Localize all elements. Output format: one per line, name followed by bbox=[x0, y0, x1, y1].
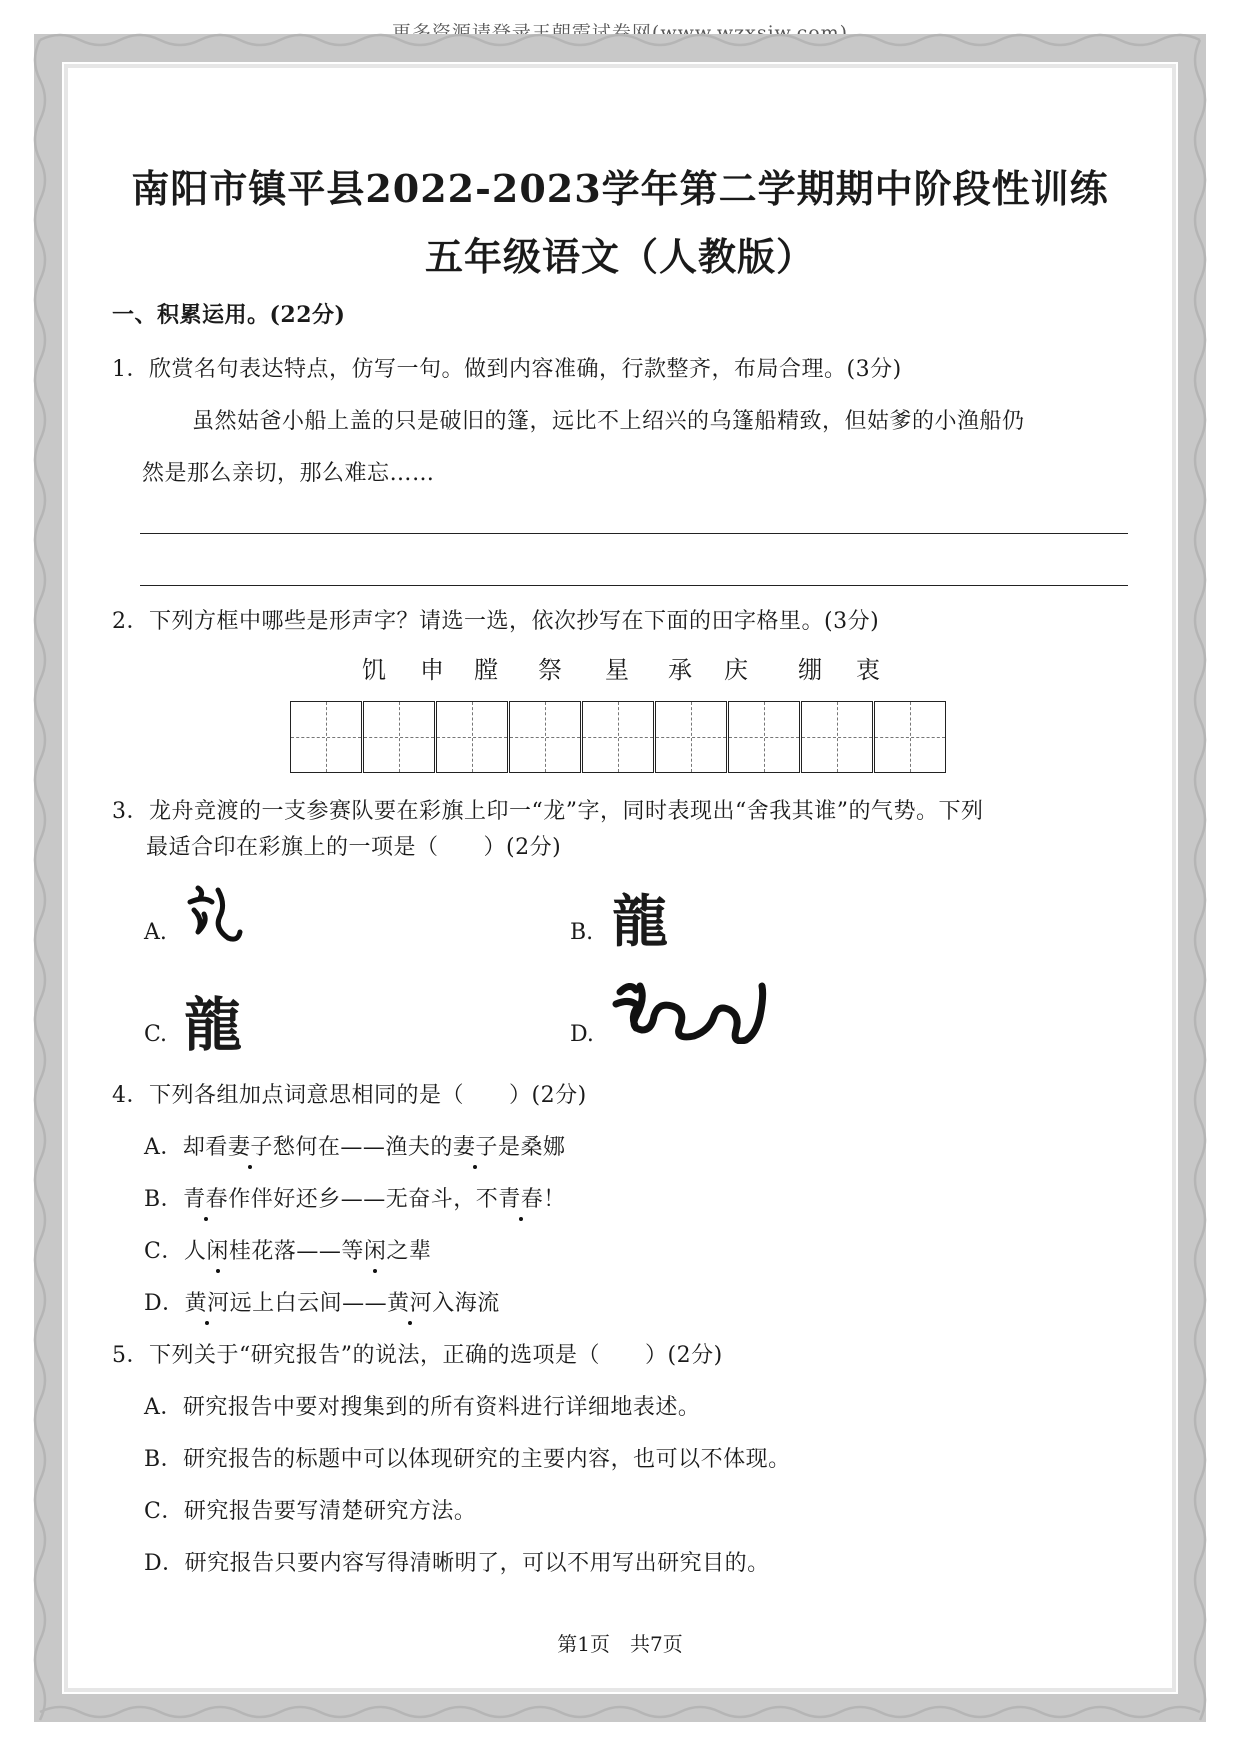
option-a[interactable] bbox=[144, 1130, 565, 1161]
option-text: ！ bbox=[543, 1187, 566, 1212]
dotted-word: 闲 bbox=[364, 1234, 387, 1265]
tian-cell[interactable] bbox=[363, 701, 435, 773]
calligraphy-c-glyph: 龍 bbox=[184, 991, 243, 1059]
option-d[interactable]: D．研究报告只要内容写得清晰明了，可以不用写出研究目的。 bbox=[144, 1551, 770, 1576]
character-list bbox=[0, 650, 1240, 684]
dotted-word: 黄河 bbox=[387, 1286, 432, 1317]
option-text: C．人 bbox=[144, 1239, 207, 1264]
question-2-stem: 2．下列方框中哪些是形声字？请选一选，依次抄写在下面的田字格里。(3分) bbox=[112, 609, 880, 634]
tian-cell[interactable] bbox=[655, 701, 727, 773]
dotted-word: 青春 bbox=[183, 1182, 228, 1213]
char-item: 庆 bbox=[724, 656, 748, 684]
option-text: 作伴好还乡——无奋斗，不 bbox=[228, 1187, 499, 1212]
question-1-text-line1: 虽然姑爸小船上盖的只是破旧的篷，远比不上绍兴的乌篷船精致，但姑爹的小渔船仍 bbox=[192, 409, 1025, 434]
option-b-letter[interactable]: B. bbox=[570, 920, 594, 945]
char-item: 膛 bbox=[474, 656, 498, 684]
tian-cell[interactable] bbox=[509, 701, 581, 773]
char-item: 申 bbox=[420, 656, 444, 684]
tian-grid bbox=[290, 701, 947, 775]
question-3-stem-line1: 3．龙舟竞渡的一支参赛队要在彩旗上印一“龙”字，同时表现出“舍我其谁”的气势。下列 bbox=[112, 799, 984, 824]
char-item: 祭 bbox=[538, 656, 562, 684]
page-number: 第1页 bbox=[557, 1632, 610, 1656]
question-1-text-line2: 然是那么亲切，那么难忘…… bbox=[142, 461, 435, 486]
calligraphy-d-glyph bbox=[612, 972, 772, 1044]
option-c[interactable]: C．研究报告要写清楚研究方法。 bbox=[144, 1499, 477, 1524]
option-d-letter[interactable]: D. bbox=[570, 1022, 594, 1047]
question-5-stem: 5．下列关于“研究报告”的说法，正确的选项是（ ）(2分) bbox=[112, 1343, 723, 1368]
section-heading: 一、积累运用。(22分) bbox=[112, 302, 346, 328]
option-text: 远上白云间—— bbox=[229, 1291, 388, 1316]
option-text: A．却看 bbox=[144, 1135, 228, 1160]
question-3-stem-line2: 最适合印在彩旗上的一项是（ ）(2分) bbox=[146, 835, 562, 860]
option-c[interactable] bbox=[144, 1234, 431, 1265]
calligraphy-a-glyph bbox=[184, 880, 244, 950]
option-a[interactable]: A．研究报告中要对搜集到的所有资料进行详细地表述。 bbox=[144, 1395, 701, 1420]
dotted-word: 闲 bbox=[206, 1234, 229, 1265]
dotted-word: 妻子 bbox=[453, 1130, 498, 1161]
exam-title: 南阳市镇平县2022-2023学年第二学期期中阶段性训练 bbox=[131, 166, 1109, 211]
option-text: 愁何在——渔夫的 bbox=[272, 1135, 453, 1160]
question-4-stem: 4．下列各组加点词意思相同的是（ ）(2分) bbox=[112, 1083, 587, 1108]
char-item: 衷 bbox=[856, 656, 880, 684]
dotted-word: 青春 bbox=[498, 1182, 543, 1213]
char-item: 饥 bbox=[362, 656, 386, 684]
option-b[interactable]: B．研究报告的标题中可以体现研究的主要内容，也可以不体现。 bbox=[144, 1447, 791, 1472]
question-1-stem: 1．欣赏名句表达特点，仿写一句。做到内容准确，行款整齐，布局合理。(3分) bbox=[112, 357, 902, 382]
option-d[interactable] bbox=[144, 1286, 500, 1317]
tian-cell[interactable] bbox=[801, 701, 873, 773]
exam-subtitle: 五年级语文（人教版） bbox=[424, 234, 815, 279]
dotted-word: 黄河 bbox=[185, 1286, 230, 1317]
page-total: 共7页 bbox=[630, 1632, 683, 1656]
option-text: 之辈 bbox=[386, 1239, 432, 1264]
tian-cell[interactable] bbox=[728, 701, 800, 773]
answer-line-2[interactable] bbox=[140, 585, 1128, 586]
char-item: 星 bbox=[605, 656, 629, 684]
tian-cell[interactable] bbox=[874, 701, 946, 773]
option-a-letter[interactable]: A. bbox=[144, 920, 167, 945]
option-b[interactable] bbox=[144, 1182, 566, 1213]
option-c-letter[interactable]: C. bbox=[144, 1022, 168, 1047]
tian-cell[interactable] bbox=[436, 701, 508, 773]
option-text: 桂花落——等 bbox=[228, 1239, 364, 1264]
option-text: 入海流 bbox=[432, 1291, 500, 1316]
option-text: D． bbox=[144, 1291, 185, 1316]
answer-line-1[interactable] bbox=[140, 533, 1128, 534]
dotted-word: 妻子 bbox=[228, 1130, 273, 1161]
calligraphy-b-glyph: 龍 bbox=[612, 889, 668, 955]
tian-cell[interactable] bbox=[582, 701, 654, 773]
char-item: 承 bbox=[668, 656, 692, 684]
page-footer bbox=[0, 1628, 1240, 1657]
char-item: 绷 bbox=[798, 656, 822, 684]
tian-cell[interactable] bbox=[290, 701, 362, 773]
option-text: B． bbox=[144, 1187, 184, 1212]
source-header: 更多资源请登录王朝霞试卷网(www.wzxsjw.com) bbox=[391, 22, 849, 44]
option-text: 是桑娜 bbox=[497, 1135, 566, 1160]
